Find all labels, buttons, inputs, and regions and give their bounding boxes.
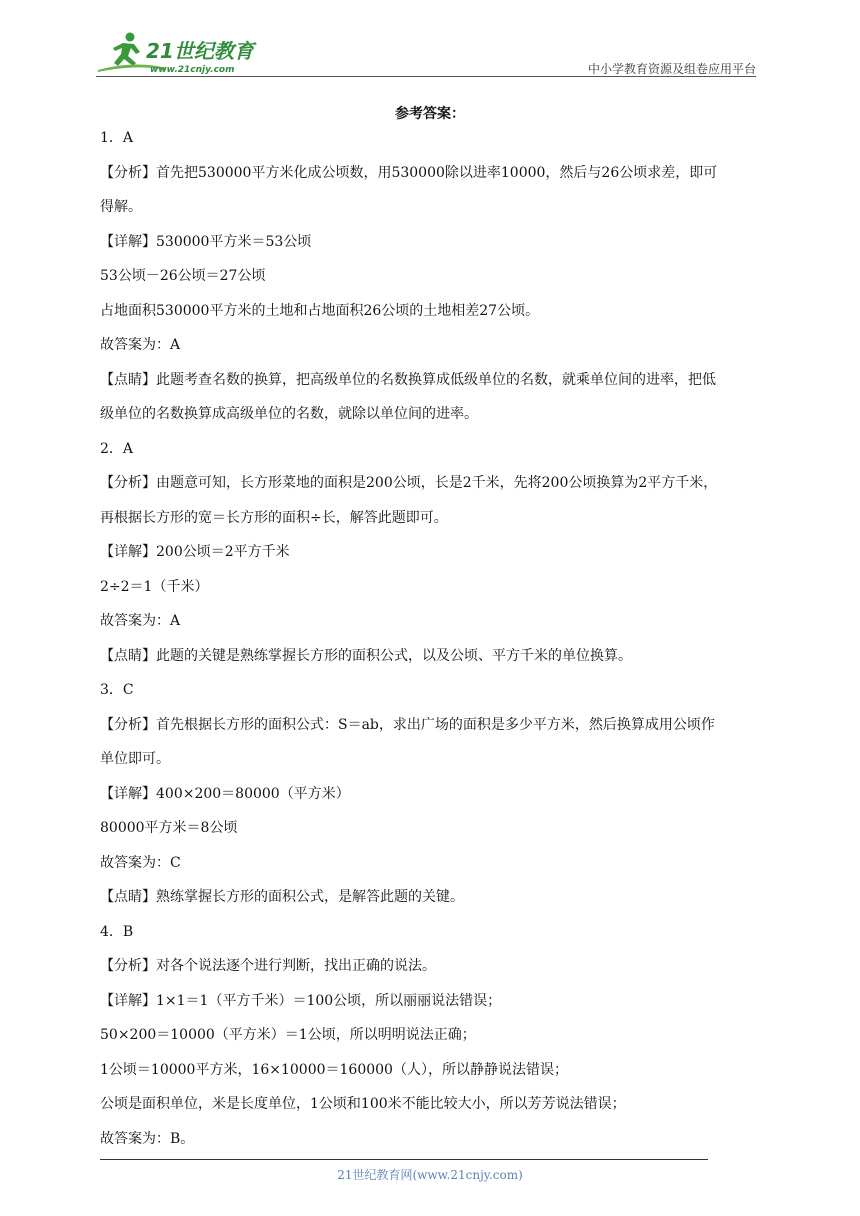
- text-line: 【详解】400×200＝80000（平方米）: [100, 785, 350, 802]
- text-line: 2．A: [100, 440, 134, 457]
- line-gap: [100, 148, 760, 163]
- text-line: 【分析】首先根据长方形的面积公式：S＝ab，求出广场的面积是多少平方米，然后换算成用公顷作: [100, 716, 715, 733]
- line-gap: [100, 976, 760, 991]
- line-gap: [100, 321, 760, 336]
- text-line: 【点睛】熟练掌握长方形的面积公式，是解答此题的关键。: [100, 889, 464, 905]
- text-line: 故答案为：B。: [100, 1130, 195, 1147]
- page-title: 参考答案：: [395, 106, 465, 122]
- line-gap: [100, 1080, 760, 1095]
- line-gap: [100, 838, 760, 853]
- line-gap: [100, 597, 760, 612]
- line-gap: [100, 942, 760, 957]
- platform-name: 中小学教育资源及组卷应用平台: [587, 62, 756, 76]
- line-gap: [100, 493, 760, 508]
- logo-main-text: 21世纪教育: [146, 39, 254, 63]
- line-gap: [100, 735, 760, 750]
- text-line: 2÷2＝1（千米）: [100, 578, 209, 595]
- text-line: 【点睛】此题的关键是熟练掌握长方形的面积公式，以及公顷、平方千米的单位换算。: [100, 647, 632, 664]
- line-gap: [100, 562, 760, 577]
- logo: [96, 30, 266, 76]
- text-line: 【详解】200公顷＝2平方千米: [100, 544, 290, 560]
- line-gap: [100, 424, 760, 439]
- line-gap: [100, 1045, 760, 1060]
- text-line: 【分析】首先把530000平方米化成公顷数，用530000除以进率10000，然后与26公顷求差，即可: [100, 164, 718, 181]
- text-line: 公顷是面积单位，米是长度单位，1公顷和100米不能比较大小，所以芳芳说法错误；: [100, 1096, 626, 1112]
- text-line: 80000平方米＝8公顷: [100, 820, 238, 836]
- line-gap: [100, 804, 760, 819]
- answer-content: [100, 128, 760, 1149]
- text-line: 4．B: [100, 923, 134, 940]
- text-line: 得解。: [100, 199, 142, 215]
- text-line: 【点睛】此题考查名数的换算，把高级单位的名数换算成低级单位的名数，就乘单位间的进率，把低: [100, 371, 716, 388]
- line-gap: [100, 286, 760, 301]
- text-line: 【详解】1×1＝1（平方千米）＝100公顷，所以丽丽说法错误；: [100, 992, 502, 1009]
- line-gap: [100, 528, 760, 543]
- line-gap: [100, 907, 760, 922]
- line-gap: [100, 252, 760, 267]
- text-line: 故答案为：A: [100, 337, 181, 353]
- text-line: 单位即可。: [100, 751, 170, 767]
- line-gap: [100, 769, 760, 784]
- text-line: 1公顷＝10000平方米，16×10000＝160000（人），所以静静说法错误；: [100, 1061, 568, 1078]
- line-gap: [100, 217, 760, 232]
- text-line: 【分析】对各个说法逐个进行判断，找出正确的说法。: [100, 958, 436, 974]
- text-line: 级单位的名数换算成高级单位的名数，就除以单位间的进率。: [100, 406, 478, 422]
- text-line: 故答案为：A: [100, 613, 181, 629]
- logo-url-text: www.21cnjy.com: [150, 65, 235, 75]
- line-gap: [100, 666, 760, 681]
- line-gap: [100, 700, 760, 715]
- text-line: 再根据长方形的宽＝长方形的面积÷长，解答此题即可。: [100, 509, 448, 526]
- line-gap: [100, 631, 760, 646]
- line-gap: [100, 1011, 760, 1026]
- footer-divider: [100, 1159, 708, 1160]
- line-gap: [100, 355, 760, 370]
- page-footer: 21世纪教育网(www.21cnjy.com): [337, 1168, 523, 1182]
- line-gap: [100, 390, 760, 405]
- line-gap: [100, 873, 760, 888]
- page-header: [96, 30, 756, 78]
- text-line: 53公顷－26公顷＝27公顷: [100, 268, 266, 284]
- text-line: 50×200＝10000（平方米）＝1公顷，所以明明说法正确；: [100, 1027, 476, 1043]
- text-line: 【详解】530000平方米＝53公顷: [100, 233, 312, 250]
- header-divider: [96, 76, 756, 77]
- text-line: 占地面积530000平方米的土地和占地面积26公顷的土地相差27公顷。: [100, 302, 540, 319]
- line-gap: [100, 1114, 760, 1129]
- text-line: 1．A: [100, 130, 134, 146]
- text-line: 3．C: [100, 682, 134, 698]
- text-line: 【分析】由题意可知，长方形菜地的面积是200公顷，长是2千米，先将200公顷换算为2平方千米，: [100, 475, 718, 491]
- line-gap: [100, 459, 760, 474]
- line-gap: [100, 183, 760, 198]
- text-line: 故答案为：C: [100, 854, 181, 871]
